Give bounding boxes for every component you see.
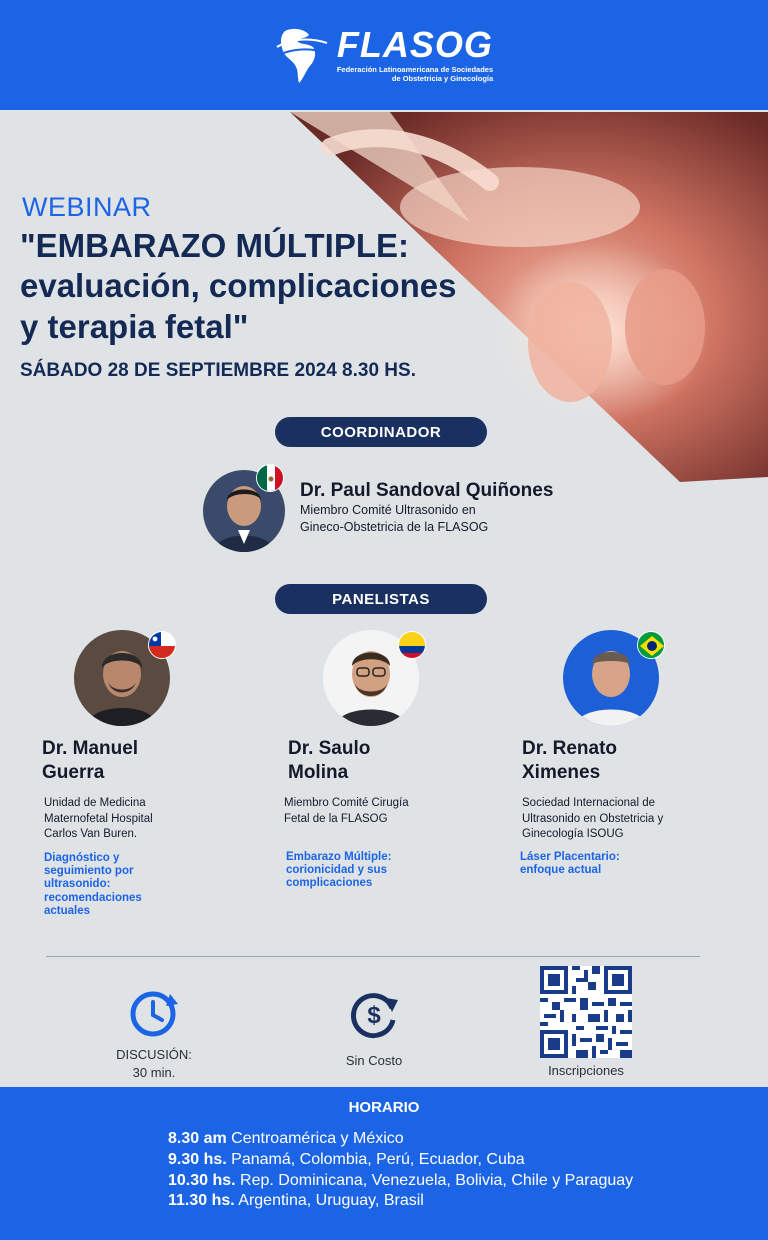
panelist-name: Dr. Renato Ximenes	[522, 738, 618, 783]
event-title: "EMBARAZO MÚLTIPLE: evaluación, complicaciones y terapia fetal"	[20, 227, 457, 345]
panelists-section-label: PANELISTAS	[275, 584, 487, 614]
schedule-row: 8.30 am Centroamérica y México	[168, 1130, 404, 1147]
logo-name: FLASOG	[336, 23, 493, 65]
panelist-description: Miembro Comité Cirugía Fetal de la FLASOG	[284, 797, 409, 825]
panelist-name: Dr. Saulo Molina	[288, 738, 371, 783]
americas-globe-logo-icon	[275, 25, 329, 85]
logo-subtitle: Federación Latinoamericana de Sociedades de Obstetricia y Ginecología	[336, 64, 494, 83]
cost-label: Sin Costo	[345, 1053, 403, 1068]
event-kind-label: WEBINAR	[22, 192, 152, 222]
coordinator-section-label: COORDINADOR	[275, 417, 487, 447]
svg-text:$: $	[367, 1002, 381, 1029]
flasog-logo[interactable]	[275, 25, 493, 85]
schedule-list	[168, 1129, 633, 1212]
brazil-flag-icon	[637, 631, 665, 659]
panelist-description: Sociedad Internacional de Ultrasonido en Obstetricia y Ginecología ISOUG	[522, 797, 664, 841]
mexico-flag-icon	[256, 464, 284, 492]
schedule-title: HORARIO	[348, 1099, 420, 1116]
discussion-duration: 30 min.	[132, 1064, 176, 1080]
event-date: SÁBADO 28 DE SEPTIEMBRE 2024 8.30 HS.	[20, 360, 416, 381]
discussion-info	[104, 986, 204, 1081]
clock-icon	[126, 986, 182, 1042]
coordinator-name: Dr. Paul Sandoval Quiñones	[300, 480, 554, 501]
registration-qr-code[interactable]	[540, 966, 632, 1058]
panelist-topic: Embarazo Múltiple: corionicidad y sus complicaciones	[286, 851, 392, 890]
dollar-refresh-icon	[346, 986, 402, 1042]
section-divider	[46, 956, 700, 957]
schedule-footer	[0, 1087, 768, 1240]
registration-label[interactable]: Inscripciones	[548, 1063, 624, 1078]
panelist-description: Unidad de Medicina Maternofetal Hospital Carlos Van Buren.	[44, 797, 153, 841]
schedule-row: 10.30 hs. Rep. Dominicana, Venezuela, Bolivia, Chile y Paraguay	[168, 1171, 634, 1189]
schedule-row: 9.30 hs. Panamá, Colombia, Perú, Ecuador, Cuba	[168, 1150, 525, 1168]
panelist-topic: Diagnóstico y seguimiento por ultrasonido: recomendaciones actuales	[44, 852, 142, 917]
chile-flag-icon	[148, 631, 176, 659]
cost-info	[324, 986, 424, 1070]
panelist-topic: Láser Placentario: enfoque actual	[520, 851, 620, 877]
discussion-label: DISCUSIÓN:	[116, 1047, 192, 1062]
schedule-row: 11.30 hs. Argentina, Uruguay, Brasil	[168, 1192, 424, 1210]
colombia-flag-icon	[398, 631, 426, 659]
header-bar	[0, 0, 768, 110]
coordinator-description: Miembro Comité Ultrasonido en Gineco-Obstetricia de la FLASOG	[300, 503, 489, 534]
panelist-name: Dr. Manuel Guerra	[42, 738, 139, 783]
